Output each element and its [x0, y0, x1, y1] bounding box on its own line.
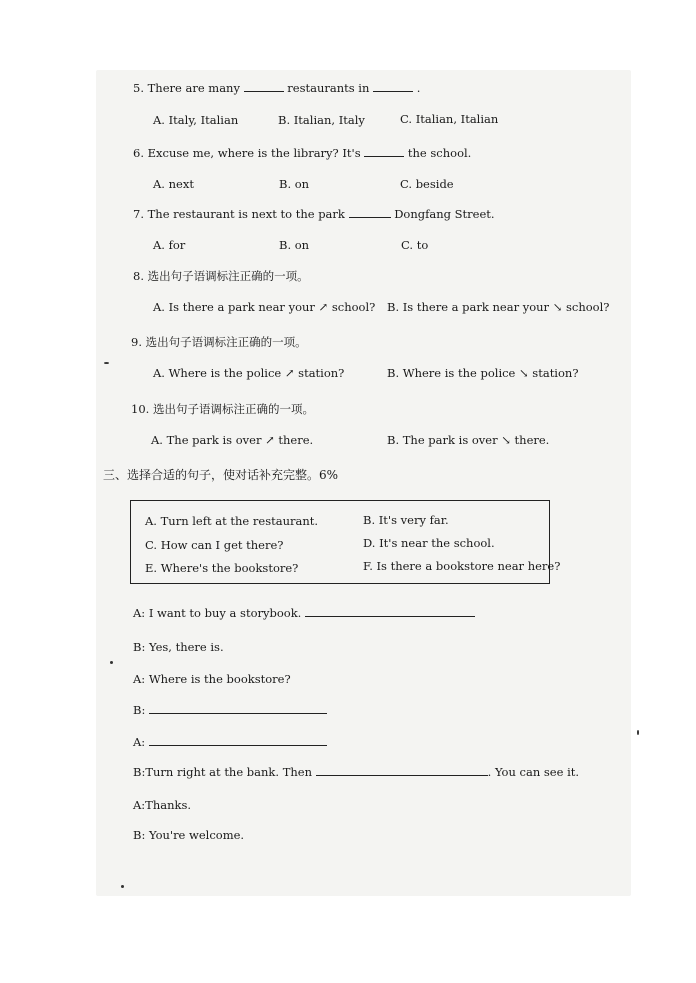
- answer-blank[interactable]: [149, 713, 327, 714]
- dialogue-line-1: A: I want to buy a storybook.: [133, 606, 475, 620]
- box-option-a: A. Turn left at the restaurant.: [145, 514, 319, 528]
- answer-blank[interactable]: [316, 775, 488, 776]
- dialogue-line-4: B:: [133, 703, 327, 717]
- dialogue-line-7: A:Thanks.: [133, 798, 192, 812]
- option-b: B. on: [279, 177, 310, 191]
- option-a: A. The park is over ↗ there.: [151, 433, 314, 447]
- option-b: B. Italian, Italy: [278, 113, 365, 127]
- option-a: A. Italy, Italian: [153, 113, 239, 127]
- option-c: C. Italian, Italian: [400, 112, 499, 126]
- answer-blank[interactable]: [305, 616, 475, 617]
- option-b: B. on: [279, 238, 310, 252]
- scan-speck: [104, 362, 109, 364]
- option-a: A. Where is the police ↗ station?: [153, 366, 345, 380]
- scan-speck: [121, 885, 124, 888]
- option-b: B. Where is the police ↘ station?: [387, 366, 579, 380]
- section-3-heading: 三、选择合适的句子，使对话补充完整。6%: [103, 468, 339, 482]
- box-option-f: F. Is there a bookstore near here?: [363, 559, 561, 573]
- question-6-stem: 6. Excuse me, where is the library? It's the school.: [133, 146, 472, 160]
- question-9-stem: 9. 选出句子语调标注正确的一项。: [131, 335, 307, 349]
- dialogue-line-5: A:: [133, 735, 327, 749]
- option-a: A. Is there a park near your ↗ school?: [153, 300, 376, 314]
- scan-speck: [637, 730, 639, 735]
- question-10-stem: 10. 选出句子语调标注正确的一项。: [131, 402, 314, 416]
- option-b: B. Is there a park near your ↘ school?: [387, 300, 610, 314]
- option-b: B. The park is over ↘ there.: [387, 433, 550, 447]
- dialogue-line-8: B: You're welcome.: [133, 828, 245, 842]
- answer-blank[interactable]: [149, 745, 327, 746]
- box-option-d: D. It's near the school.: [363, 536, 495, 550]
- dialogue-line-6: B:Turn right at the bank. Then . You can see it.: [133, 765, 580, 779]
- answer-blank[interactable]: [364, 156, 404, 157]
- box-option-b: B. It's very far.: [363, 513, 449, 527]
- question-5-stem: 5. There are many restaurants in .: [133, 81, 421, 95]
- box-option-c: C. How can I get there?: [145, 538, 284, 552]
- option-c: C. beside: [400, 177, 454, 191]
- answer-blank[interactable]: [349, 217, 391, 218]
- answer-blank[interactable]: [373, 91, 413, 92]
- option-c: C. to: [401, 238, 429, 252]
- answer-blank[interactable]: [244, 91, 284, 92]
- option-a: A. next: [153, 177, 194, 191]
- question-7-stem: 7. The restaurant is next to the park Dongfang Street.: [133, 207, 495, 221]
- question-8-stem: 8. 选出句子语调标注正确的一项。: [133, 269, 309, 283]
- option-a: A. for: [153, 238, 186, 252]
- dialogue-line-2: B: Yes, there is.: [133, 640, 224, 654]
- scan-speck: [110, 661, 113, 664]
- dialogue-line-3: A: Where is the bookstore?: [133, 672, 291, 686]
- box-option-e: E. Where's the bookstore?: [145, 561, 299, 575]
